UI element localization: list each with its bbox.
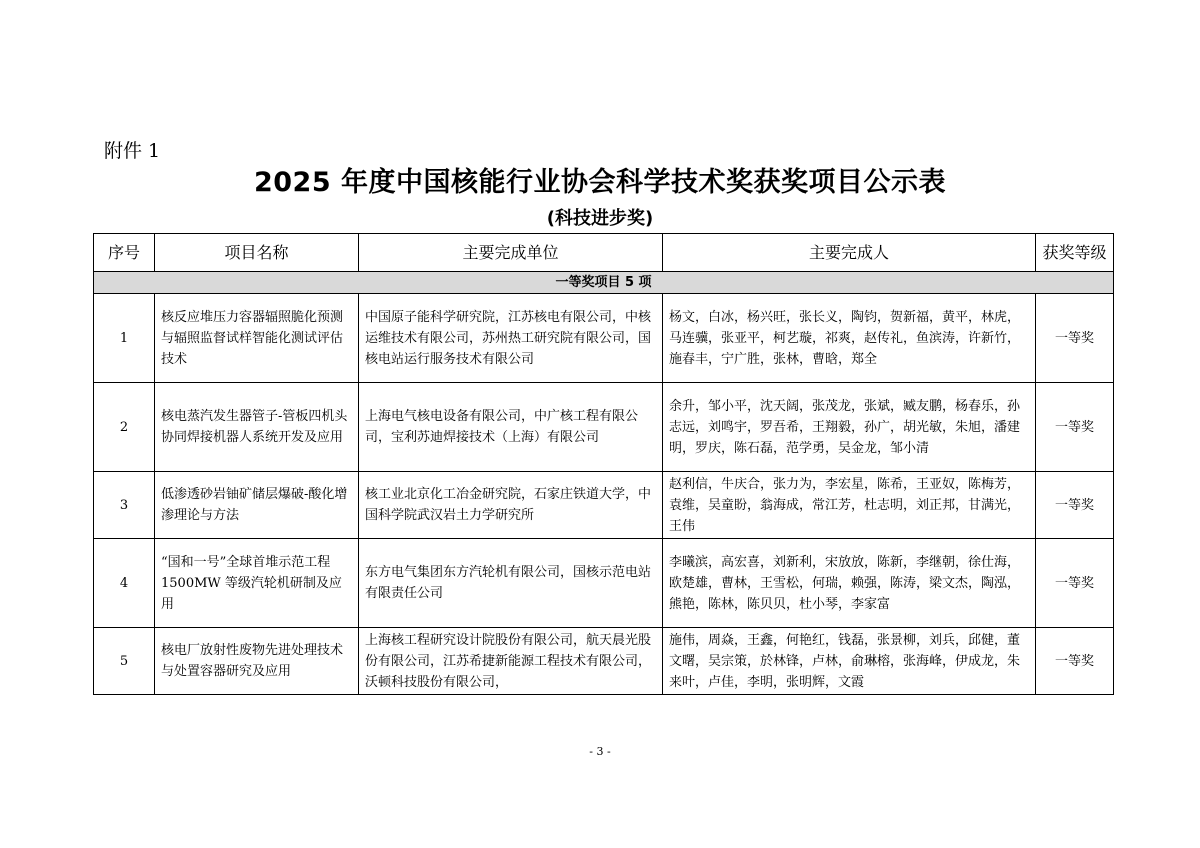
row-no: 4 — [94, 539, 155, 628]
row-project: 核电厂放射性废物先进处理技术与处置容器研究及应用 — [155, 628, 359, 695]
row-grade: 一等奖 — [1036, 628, 1114, 695]
attachment-label: 附件 1 — [104, 140, 161, 162]
header-grade: 获奖等级 — [1036, 234, 1114, 272]
row-units: 上海电气核电设备有限公司，中广核工程有限公司，宝利苏迪焊接技术（上海）有限公司 — [359, 383, 663, 472]
row-units: 东方电气集团东方汽轮机有限公司，国核示范电站有限责任公司 — [359, 539, 663, 628]
group-label: 一等奖项目 5 项 — [94, 272, 1114, 294]
header-people: 主要完成人 — [663, 234, 1036, 272]
table-row — [94, 472, 1114, 539]
row-people: 赵利信，牛庆合，张力为，李宏星，陈希，王亚奴，陈梅芳，袁维，吴童盼，翁海成，常江芳，杜志明，刘正邦，甘满光，王伟 — [663, 472, 1036, 539]
header-units: 主要完成单位 — [359, 234, 663, 272]
table-header-row — [94, 234, 1114, 272]
row-grade: 一等奖 — [1036, 539, 1114, 628]
row-project: 核电蒸汽发生器管子-管板四机头协同焊接机器人系统开发及应用 — [155, 383, 359, 472]
row-people: 杨文，白冰，杨兴旺，张长义，陶钧，贺新福，黄平，林虎，马连骥，张亚平，柯艺璇，祁爽，赵传礼，鱼滨涛，许新竹，施春丰，宁广胜，张林，曹晗，郑全 — [663, 294, 1036, 383]
row-units: 核工业北京化工冶金研究院，石家庄铁道大学，中国科学院武汉岩土力学研究所 — [359, 472, 663, 539]
header-no: 序号 — [94, 234, 155, 272]
row-people: 施伟，周焱，王鑫，何艳红，钱磊，张景柳，刘兵，邱健，董文曙，吴宗策，於林锋，卢林，俞琳榕，张海峰，伊成龙，朱来叶，卢佳，李明，张明辉，文霞 — [663, 628, 1036, 695]
row-people: 余升，邹小平，沈天阔，张茂龙，张斌，臧友鹏，杨春乐，孙志远，刘鸣宇，罗吾希，王翔毅，孙广，胡光敏，朱旭，潘建明，罗庆，陈石磊，范学勇，吴金龙，邹小清 — [663, 383, 1036, 472]
row-grade: 一等奖 — [1036, 472, 1114, 539]
row-project: “国和一号”全球首堆示范工程 1500MW 等级汽轮机研制及应用 — [155, 539, 359, 628]
row-grade: 一等奖 — [1036, 383, 1114, 472]
header-project: 项目名称 — [155, 234, 359, 272]
row-grade: 一等奖 — [1036, 294, 1114, 383]
row-no: 1 — [94, 294, 155, 383]
award-table — [93, 233, 1114, 695]
table-row — [94, 539, 1114, 628]
page-number: - 3 - — [589, 745, 611, 758]
row-people: 李曦滨，高宏喜，刘新利，宋放放，陈新，李继朝，徐仕海，欧楚雄，曹林，王雪松，何瑞，赖强，陈涛，梁文杰，陶泓，熊艳，陈林，陈贝贝，杜小琴，李家富 — [663, 539, 1036, 628]
row-units: 上海核工程研究设计院股份有限公司，航天晨光股份有限公司，江苏希捷新能源工程技术有限公司，沃顿科技股份有限公司， — [359, 628, 663, 695]
page-title: 2025 年度中国核能行业协会科学技术奖获奖项目公示表 — [253, 167, 947, 198]
table-row — [94, 294, 1114, 383]
row-no: 5 — [94, 628, 155, 695]
group-row — [94, 272, 1114, 294]
row-no: 2 — [94, 383, 155, 472]
row-project: 核反应堆压力容器辐照脆化预测与辐照监督试样智能化测试评估技术 — [155, 294, 359, 383]
page-subtitle: (科技进步奖) — [546, 208, 654, 229]
row-no: 3 — [94, 472, 155, 539]
row-units: 中国原子能科学研究院，江苏核电有限公司，中核运维技术有限公司，苏州热工研究院有限公司，国核电站运行服务技术有限公司 — [359, 294, 663, 383]
table-row — [94, 383, 1114, 472]
row-project: 低渗透砂岩铀矿储层爆破-酸化增渗理论与方法 — [155, 472, 359, 539]
table-row — [94, 628, 1114, 695]
